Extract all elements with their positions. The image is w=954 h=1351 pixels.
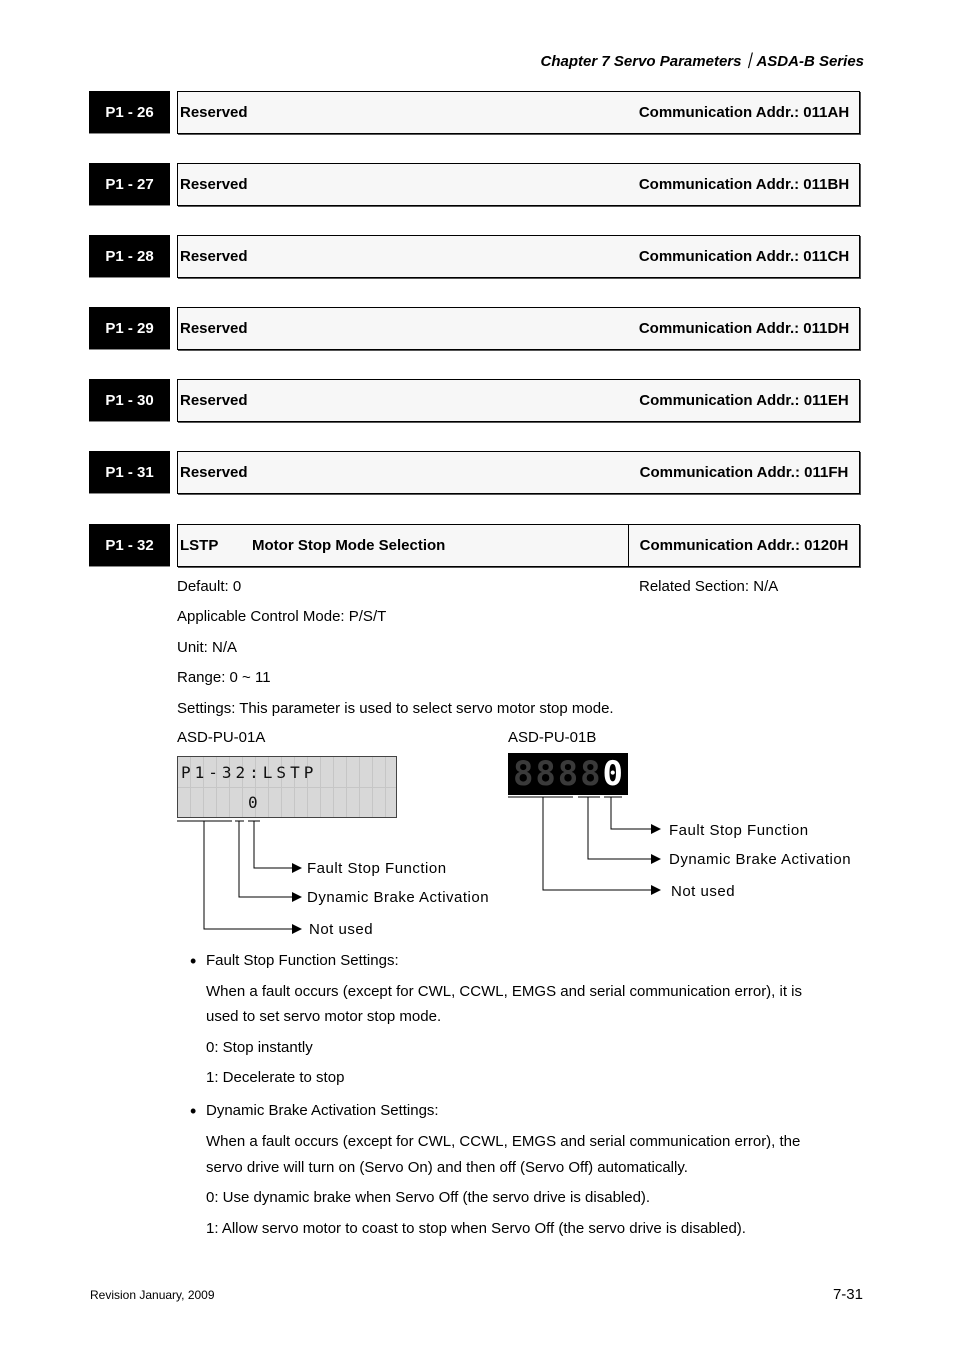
range: Range: 0 ~ 11 [177,669,271,686]
param-addr: Communication Addr.: 011EH [629,379,860,422]
default-value: Default: 0 [177,578,242,595]
param-name: Reserved [177,451,632,494]
led-digit-active: 0 [602,754,623,794]
lcd-line-2: 0 [248,793,258,812]
unit: Unit: N/A [177,639,238,656]
param-id: P1 - 32 [89,524,170,567]
bullet-2-option-0: 0: Use dynamic brake when Servo Off (the servo drive is disabled). [206,1189,651,1206]
led-digit: 8 [580,754,601,794]
bullet-dot: • [190,951,197,971]
label-dynamic-brake-right: Dynamic Brake Activation [669,851,852,868]
param-addr: Communication Addr.: 011FH [629,451,860,494]
settings-text: Settings: This parameter is used to select servo motor stop mode. [177,700,614,717]
label-dynamic-brake-left: Dynamic Brake Activation [307,889,490,906]
param-addr: Communication Addr.: 011BH [629,163,860,206]
param-abbr: LSTP [177,524,251,567]
diagram-right-title: ASD-PU-01B [508,729,597,746]
bullet-1-title: Fault Stop Function Settings: [206,952,399,969]
bullet-1-option-0: 0: Stop instantly [206,1039,313,1056]
param-id: P1 - 30 [89,379,170,422]
led-digit: 8 [535,754,556,794]
param-id: P1 - 26 [89,91,170,134]
bullet-2-title: Dynamic Brake Activation Settings: [206,1102,439,1119]
param-addr: Communication Addr.: 011DH [629,307,860,350]
lcd-line-1: P1-32:LSTP [181,763,318,782]
param-id: P1 - 29 [89,307,170,350]
param-name: Motor Stop Mode Selection [250,524,629,567]
bullet-dot: • [190,1101,197,1121]
bullet-1-para-line-2: used to set servo motor stop mode. [206,1008,442,1025]
label-not-used-right: Not used [671,883,736,900]
chapter-header: Chapter 7 Servo Parameters｜ASDA-B Series [540,53,864,70]
param-name: Reserved [177,235,632,278]
diagram-left-title: ASD-PU-01A [177,729,266,746]
bullet-2-para-line-2: servo drive will turn on (Servo On) and then off (Servo Off) automatically. [206,1159,688,1176]
related-section: Related Section: N/A [639,578,779,595]
param-id: P1 - 31 [89,451,170,494]
label-not-used-left: Not used [309,921,374,938]
bullet-2-option-1: 1: Allow servo motor to coast to stop when Servo Off (the servo drive is disabled). [206,1220,746,1237]
label-fault-stop-right: Fault Stop Function [669,822,809,839]
bullet-1-option-1: 1: Decelerate to stop [206,1069,345,1086]
param-name: Reserved [177,91,632,134]
label-fault-stop-left: Fault Stop Function [307,860,447,877]
param-id: P1 - 28 [89,235,170,278]
page-number: 7-31 [832,1286,863,1303]
param-addr: Communication Addr.: 011CH [629,235,860,278]
param-name: Reserved [177,307,632,350]
param-addr: Communication Addr.: 011AH [629,91,860,134]
param-name: Reserved [177,379,632,422]
led-digit: 8 [512,754,534,794]
bullet-1-para-line-1: When a fault occurs (except for CWL, CCWL, EMGS and serial communication error), it is [206,983,803,1000]
led-digit: 8 [557,754,579,794]
param-addr: Communication Addr.: 0120H [629,524,860,567]
bullet-2-para-line-1: When a fault occurs (except for CWL, CCWL, EMGS and serial communication error), the [206,1133,801,1150]
control-mode: Applicable Control Mode: P/S/T [177,608,387,625]
param-id: P1 - 27 [89,163,170,206]
footer-revision: Revision January, 2009 [90,1288,215,1302]
param-name: Reserved [177,163,632,206]
